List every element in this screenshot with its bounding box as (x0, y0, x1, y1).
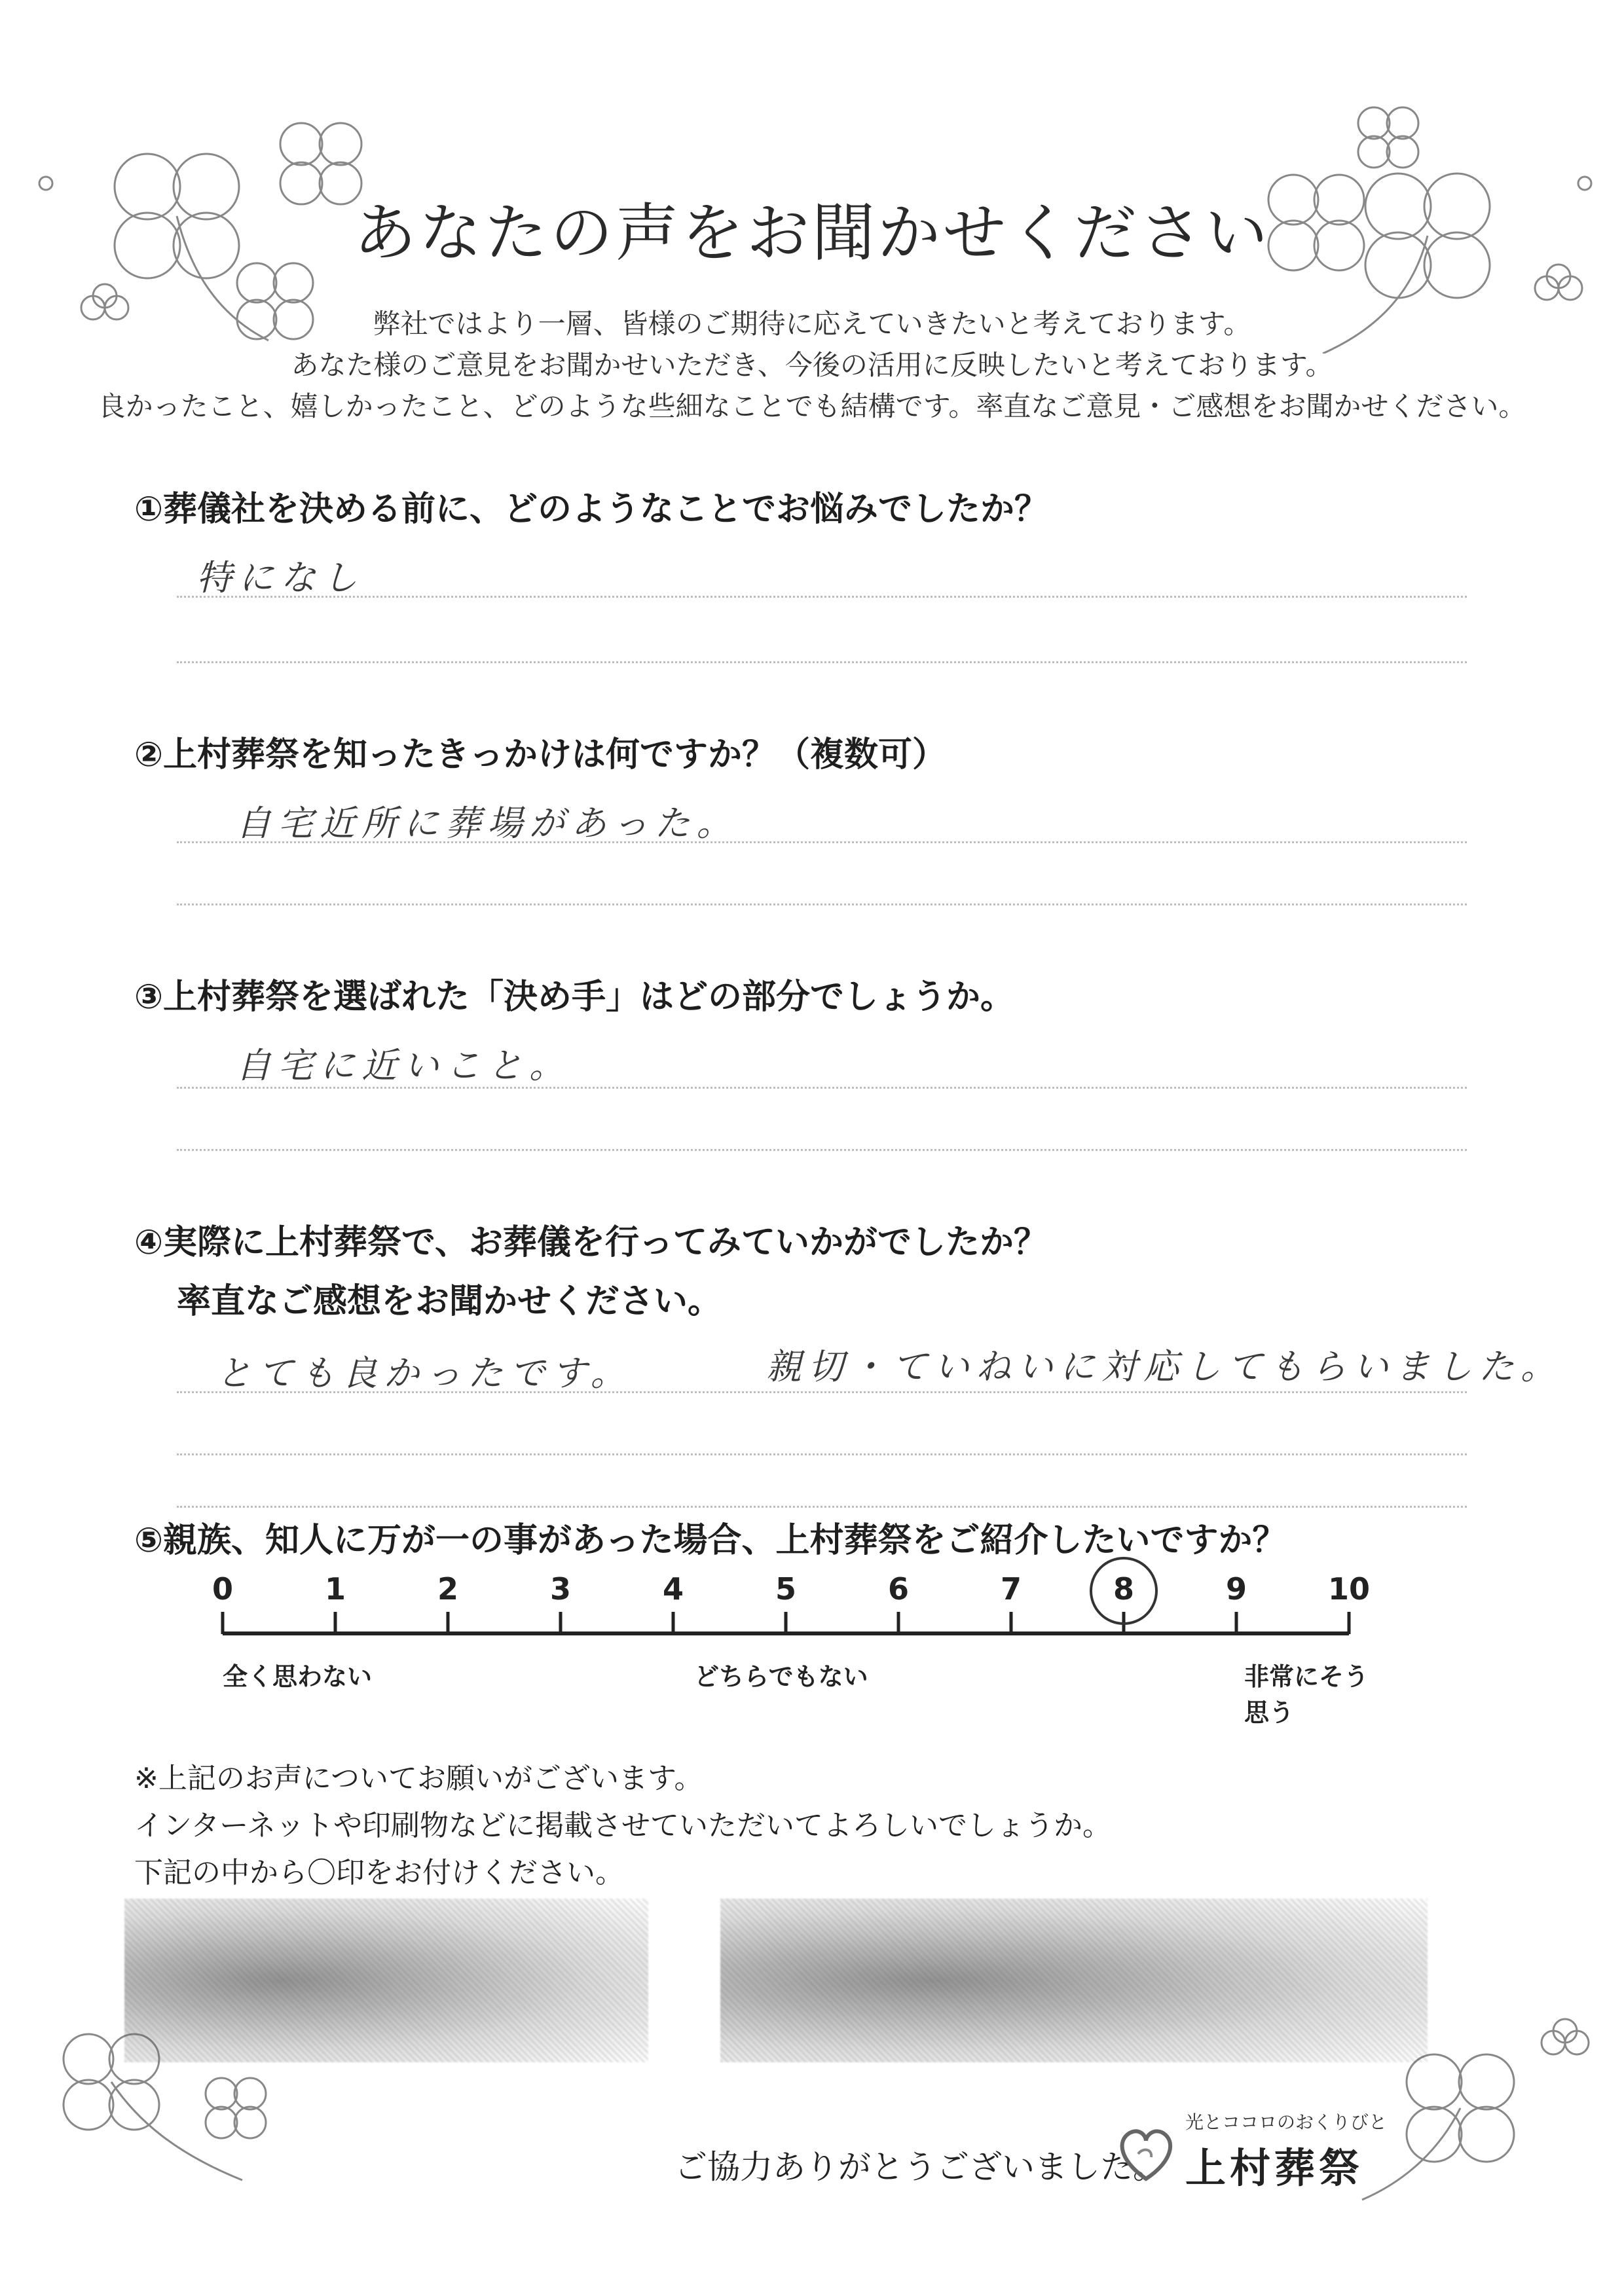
answer-line (177, 596, 1467, 598)
scale-tick-mark (672, 1612, 675, 1634)
heart-logo-icon (1113, 2121, 1179, 2187)
intro-line-2: あなた様のご意見をお聞かせいただき、今後の活用に反映したいと考えております。 (291, 349, 1333, 381)
scale-tick-mark (897, 1612, 900, 1634)
scale-label-high: 非常にそう思う (1244, 1662, 1369, 1727)
scale-label-low: 全く思わない (223, 1662, 373, 1691)
answer-1: 特になし (196, 557, 364, 598)
answer-4-part-1: とても良かったです。 (216, 1353, 633, 1394)
redacted-region (720, 1899, 1428, 2062)
thank-you-message: ご協力ありがとうございました。 (674, 2148, 1166, 2186)
scale-tick-label: 9 (1225, 1571, 1247, 1607)
scale-tick-label: 8 (1113, 1571, 1135, 1607)
scale-tick-mark (1010, 1612, 1013, 1634)
logo-tagline: 光とココロのおくりびと (1185, 2111, 1388, 2133)
answer-line (177, 1149, 1467, 1151)
scale-tick-label: 0 (212, 1571, 234, 1607)
answer-4-part-2: 親切・ていねいに対応してもらいました。 (766, 1346, 1562, 1387)
note-line-1: ※上記のお声についてお願いがございます。 (134, 1762, 703, 1795)
scale-tick-mark (447, 1612, 450, 1634)
scale-tick-label: 10 (1327, 1571, 1371, 1607)
company-logo (1113, 2095, 1388, 2200)
answer-line (177, 1506, 1467, 1508)
scale-tick-mark (1235, 1612, 1238, 1634)
scale-tick-mark (559, 1612, 563, 1634)
answer-2: 自宅近所に葬場があった。 (236, 803, 739, 844)
question-1: ①葬儀社を決める前に、どのようなことでお悩みでしたか？ (134, 490, 1049, 529)
scale-tick-label: 5 (775, 1571, 797, 1607)
selected-rating-circle (1090, 1557, 1158, 1625)
rating-scale (212, 1571, 1375, 1727)
answer-line (177, 1453, 1467, 1455)
scale-tick-mark (784, 1612, 788, 1634)
scale-tick-mark (1348, 1612, 1351, 1634)
answer-line (177, 841, 1467, 843)
answer-line (177, 1087, 1467, 1089)
intro-line-1: 弊社ではより一層、皆様のご期待に応えていきたいと考えております。 (373, 308, 1251, 340)
scale-tick-label: 4 (662, 1571, 684, 1607)
scale-tick-label: 7 (1000, 1571, 1022, 1607)
scale-tick-mark (221, 1612, 225, 1634)
page-title: あなたの声をお聞かせください (354, 196, 1270, 270)
scale-tick-label: 2 (437, 1571, 459, 1607)
logo-name: 上村葬祭 (1185, 2144, 1364, 2192)
scale-label-mid: どちらでもない (694, 1662, 868, 1691)
note-line-2: インターネットや印刷物などに掲載させていただいてよろしいでしょうか。 (134, 1809, 1112, 1842)
scale-tick-label: 3 (549, 1571, 572, 1607)
scale-tick-label: 1 (324, 1571, 346, 1607)
scale-tick-label: 6 (887, 1571, 910, 1607)
question-2: ②上村葬祭を知ったきっかけは何ですか？（複数可） (134, 735, 947, 774)
answer-line (177, 903, 1467, 905)
redacted-region (124, 1899, 648, 2062)
intro-line-3: 良かったこと、嬉しかったこと、どのような些細なことでも結構です。率直なご意見・ご感想をお聞かせください。 (98, 390, 1526, 422)
answer-3: 自宅に近いこと。 (236, 1045, 571, 1086)
answer-line (177, 661, 1467, 663)
note-line-3: 下記の中から〇印をお付けください。 (134, 1856, 624, 1889)
question-4-line-2: 率直なご感想をお聞かせください。 (177, 1282, 722, 1321)
question-5: ⑤親族、知人に万が一の事があった場合、上村葬祭をご紹介したいですか？ (134, 1521, 1287, 1560)
scale-tick-mark (334, 1612, 337, 1634)
question-3: ③上村葬祭を選ばれた「決め手」はどの部分でしょうか。 (134, 977, 1015, 1017)
answer-line (177, 1391, 1467, 1393)
question-4: ④実際に上村葬祭で、お葬儀を行ってみていかがでしたか？ (134, 1223, 1048, 1262)
